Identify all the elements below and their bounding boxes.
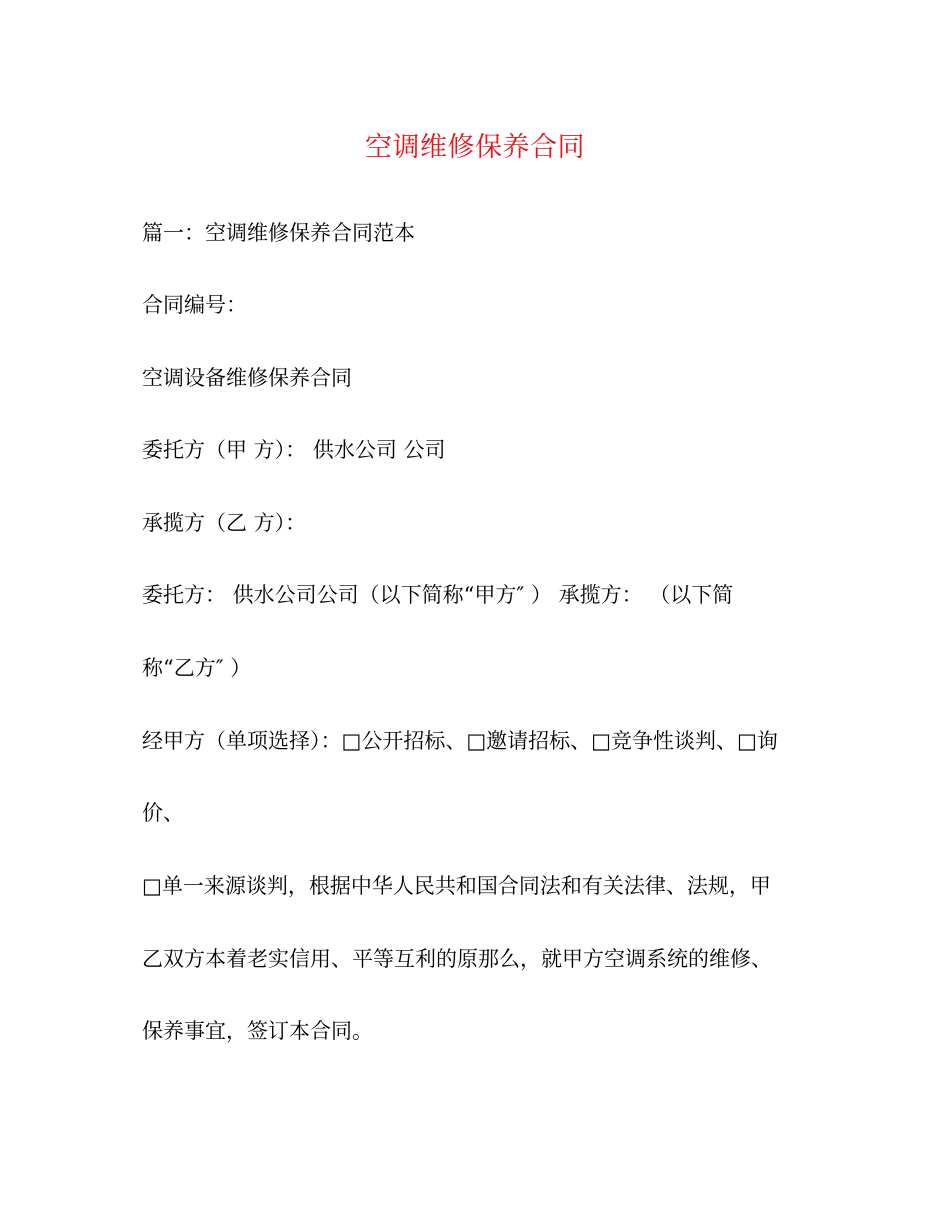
body-paragraph-line-2: 乙双方本着老实信用、平等互利的原那么，就甲方空调系统的维修、	[142, 947, 772, 971]
party-a-line: 委托方（甲 方）： 供水公司 公司	[142, 438, 446, 462]
procurement-line-1: 经甲方（单项选择）：□公开招标、□邀请招标、□竞争性谈判、□询	[142, 729, 778, 753]
body-paragraph-line-3: 保养事宜，签订本合同。	[142, 1019, 373, 1043]
contract-subtitle: 空调设备维修保养合同	[142, 366, 352, 390]
parties-paragraph-line-1: 委托方： 供水公司公司（以下简称“甲方″ ） 承揽方： （以下简	[142, 583, 734, 607]
parties-paragraph-line-2: 称“乙方″ ）	[142, 656, 252, 680]
party-b-line: 承揽方（乙 方）：	[142, 511, 307, 535]
chapter-heading: 篇一：空调维修保养合同范本	[142, 221, 415, 245]
body-paragraph-line-1: □单一来源谈判，根据中华人民共和国合同法和有关法律、法规，甲	[142, 874, 771, 898]
procurement-line-2: 价、	[142, 801, 184, 825]
document-title: 空调维修保养合同	[365, 132, 585, 163]
contract-number-label: 合同编号：	[142, 293, 247, 317]
